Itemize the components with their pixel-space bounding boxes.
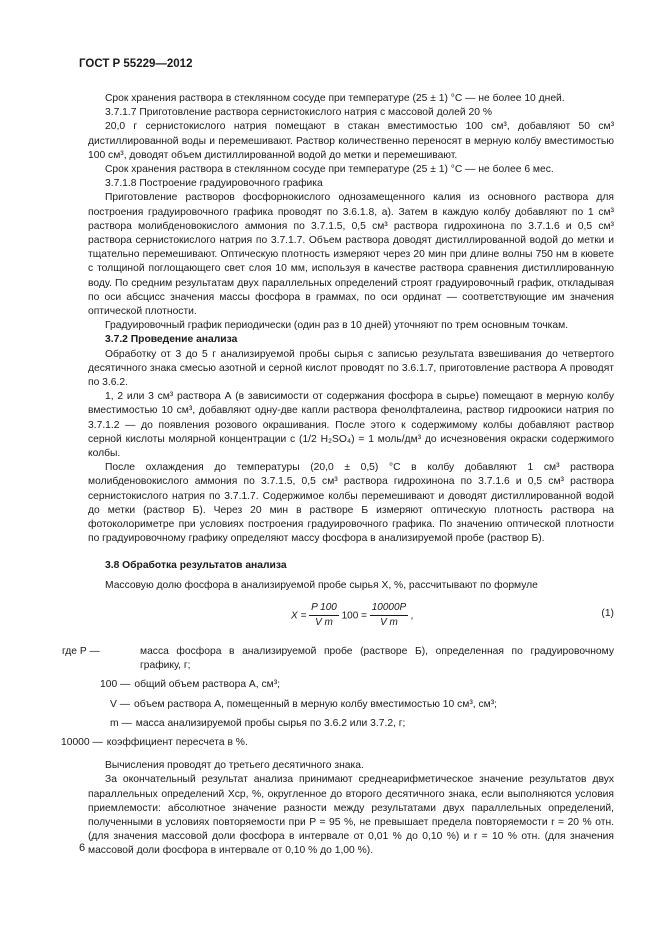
fraction-2 xyxy=(370,601,408,630)
subsection-heading: 3.7.1.8 Построение градуировочного графика xyxy=(105,178,323,190)
paragraph: Срок хранения раствора в стеклянном сосуде при температуре (25 ± 1) °С — не более 10 дней. xyxy=(105,93,565,104)
paragraph: 1, 2 или 3 см³ раствора А (в зависимости от содержания фосфора в сырье) помещают в мерную колбу вместимостью 10 см³, добавляют одну-две капли раствора фенолфталеина, раствор гидроокиси натрия по 3.7.1.2 — до появления розового окрашивания. После этого к содержимому колбы добавляют раствор серной кислоты молярной концентрации c (1/2 H₂SO₄) = 1 моль/дм³ до исчезновения окраски содержимого колбы. xyxy=(88,391,614,460)
definition-item xyxy=(62,645,614,673)
definition-label: V — xyxy=(110,698,131,710)
definition-text: масса фосфора в анализируемой пробе (растворе Б), определенная по градуировочному графику, г; xyxy=(140,645,614,672)
definitions xyxy=(61,645,614,750)
definition-label: 100 — xyxy=(100,679,131,691)
section-heading-38: 3.8 Обработка результатов анализа xyxy=(105,559,287,571)
paragraph: За окончательный результат анализа принимают среднеарифметическое значение результатов двух параллельных определений Xср, %, округленное до второго десятичного знака, если выполняются условия приемлемости: абсолютное значение разности между результатами двух параллельных определений, полученными в условиях повторяемости при P = 95 %, не превышает предела повторяемости r = 20 % отн. (для значения массовой доли фосфора в интервале от 0,01 % до 0,10 %) и r = 10 % отн. (для значения массовой доли фосфора в интервале от 0,10 % до 1,00 %). xyxy=(88,774,614,857)
paragraph: После охлаждения до температуры (20,0 ± 0,5) °С в колбу добавляют 1 см³ раствора молибденовокислого аммония по 3.7.1.5, 0,5 см³ раствора гидрохинона по 3.7.1.6 и 0,5 см³ раствора сернистокислого натрия по 3.7.1.7. Содержимое колбы перемешивают и доводят дистиллированной водой до метки (раствор Б). Через 20 мин в растворе Б измеряют оптическую плотность раствора на фотоколориметре при условиях построения градуировочного графика. По значению оптической плотности по градуировочному графику определяют массу фосфора в анализируемой пробе (раствор Б). xyxy=(88,462,614,545)
fraction-1 xyxy=(309,601,339,630)
formula xyxy=(88,597,614,637)
subsection-heading: 3.7.1.7 Приготовление раствора сернистокислого натрия с массовой долей 20 % xyxy=(105,107,492,119)
paragraph: Градуировочный график периодически (один раз в 10 дней) уточняют по трем основным точкам. xyxy=(105,320,569,332)
paragraph: 20,0 г сернистокислого натрия помещают в стакан вместимостью 100 см³, добавляют 50 см³ дистиллированной воды и перемешивают. Раствор количественно переносят в мерную колбу вместимостью 100 см³, доводят объем дистиллированной водой до метки и перемешивают. xyxy=(88,121,614,161)
definition-label: где P — xyxy=(62,645,100,657)
formula-intro: Массовую долю фосфора в анализируемой пробе сырья X, %, рассчитывают по формуле xyxy=(105,579,538,591)
formula-lhs: X = xyxy=(291,610,307,622)
paragraph: Обработку от 3 до 5 г анализируемой пробы сырья с записью результата взвешивания до четвертого десятичного знака смесью азотной и серной кислот проводят по 3.6.1.7, приготовление раствора А проводят по 3.6.2. xyxy=(88,348,614,389)
definition-label: 10000 — xyxy=(61,736,103,748)
definition-text: общий объем раствора А, см³; xyxy=(134,679,281,691)
definition-item xyxy=(61,736,614,750)
paragraph: Вычисления проводят до третьего десятичного знака. xyxy=(105,760,364,772)
fraction-2-numerator: 10000P xyxy=(370,601,408,616)
definition-text: объем раствора А, помещенный в мерную колбу вместимостью 10 см³, см³; xyxy=(134,698,497,710)
formula-body xyxy=(291,601,414,630)
formula-end: , xyxy=(410,610,414,622)
page-number: 6 xyxy=(79,842,86,854)
document-header: ГОСТ Р 55229—2012 xyxy=(79,58,193,70)
formula-number: (1) xyxy=(601,607,614,619)
definition-text: коэффициент пересчета в %. xyxy=(106,736,248,748)
definition-item xyxy=(100,678,614,692)
definition-item xyxy=(110,717,614,731)
body-text xyxy=(61,92,614,859)
fraction-2-denominator: V m xyxy=(380,617,398,629)
formula-multiplier: 100 = xyxy=(341,610,367,622)
definition-label: m — xyxy=(110,717,132,729)
definition-item xyxy=(110,698,614,712)
fraction-1-denominator: V m xyxy=(315,617,333,629)
definition-text: масса анализируемой пробы сырья по 3.6.2 или 3.7.2, г; xyxy=(135,717,406,729)
section-heading-372: 3.7.2 Проведение анализа xyxy=(105,334,238,346)
fraction-1-numerator: P 100 xyxy=(309,601,339,616)
paragraph: Срок хранения раствора в стеклянном сосуде при температуре (25 ± 1) °С — не более 6 мес. xyxy=(105,164,554,176)
paragraph: Приготовление растворов фосфорнокислого однозамещенного калия из основного раствора для построения градуировочного графика проводят по 3.6.1.8, а). Затем в каждую колбу добавляют по 1 см³ раствора молибденовокислого аммония по 3.7.1.5, 0,5 см³ раствора гидрохинона по 3.7.1.6 и 0,5 см³ раствора сернистокислого натрия по 3.7.1.7. Объем раствора доводят дистиллированной водой до метки и тщательно перемешивают. Оптическую плотность измеряют через 20 мин при длине волны 750 нм в кювете с толщиной поглощающего свет слоя 10 мм, используя в качестве раствора сравнения дистиллированную воду. По средним результатам двух параллельных определений строят градуировочный график, откладывая по оси абсцисс значения массы фосфора в граммах, по оси ординат — соответствующие им значения оптической плотности. xyxy=(88,192,614,318)
